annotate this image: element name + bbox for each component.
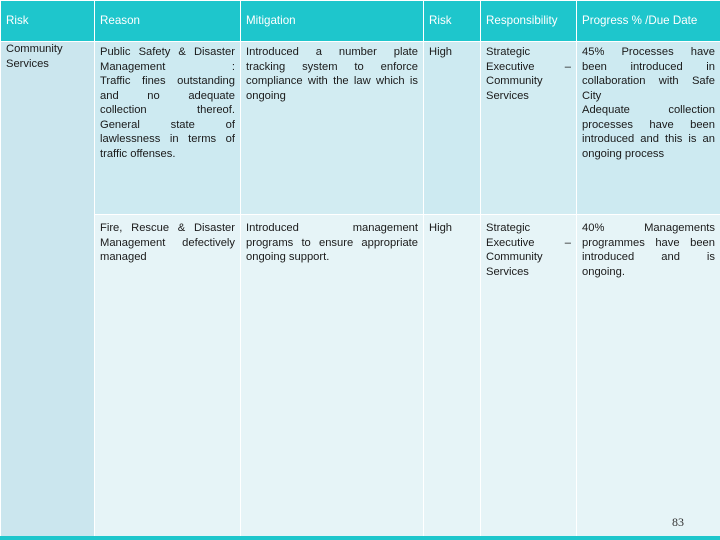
cell-line: lawlessness in terms of xyxy=(100,133,235,145)
risk-level-text: High xyxy=(429,222,453,234)
bottom-rule xyxy=(0,536,720,540)
page-number: 83 xyxy=(672,515,684,529)
header-responsibility: Responsibility xyxy=(481,1,577,42)
risk-level-cell xyxy=(424,215,481,540)
mitigation-cell xyxy=(241,42,424,215)
cell-line: Strategic xyxy=(486,222,531,234)
header-row xyxy=(1,1,720,42)
risk-category-text: Community Services xyxy=(6,43,63,70)
cell-line: Executive – xyxy=(486,60,571,73)
cell-line: Strategic xyxy=(486,46,531,58)
cell-line: 45% Processes have xyxy=(582,46,715,58)
cell-line: processes have been xyxy=(582,118,715,131)
risk-level-cell xyxy=(424,42,481,215)
responsibility-cell xyxy=(481,42,577,215)
header-mitigation: Mitigation xyxy=(241,1,424,42)
progress-cell xyxy=(577,42,720,215)
cell-line: Services xyxy=(486,89,529,102)
cell-line: been introduced in xyxy=(582,60,715,73)
cell-line: Executive – xyxy=(486,236,571,249)
cell-line: General state of xyxy=(100,118,235,131)
cell-line: collaboration with Safe xyxy=(582,75,715,87)
mitigation-cell xyxy=(241,215,424,540)
cell-line: ongoing xyxy=(246,89,286,102)
cell-line: Introduced management xyxy=(246,222,418,234)
responsibility-cell xyxy=(481,215,577,540)
cell-line: Management : xyxy=(100,60,235,73)
cell-line: compliance with the law which is xyxy=(246,75,418,87)
table-row xyxy=(1,215,720,540)
cell-line: collection thereof. xyxy=(100,104,235,116)
progress-cell xyxy=(577,215,720,540)
cell-line: programs to ensure appropriate xyxy=(246,236,418,249)
cell-line: managed xyxy=(100,251,147,263)
cell-line: traffic offenses. xyxy=(100,147,176,160)
cell-line: Community xyxy=(486,75,543,87)
header-progress: Progress % /Due Date xyxy=(577,1,720,42)
cell-line: Management defectively xyxy=(100,236,235,249)
risk-level-text: High xyxy=(429,46,453,58)
cell-line: Public Safety & Disaster xyxy=(100,46,235,58)
cell-line: introduced and is xyxy=(582,251,715,263)
cell-line: ongoing. xyxy=(582,265,625,278)
cell-line: Traffic fines outstanding xyxy=(100,75,235,87)
cell-line: ongoing support. xyxy=(246,251,330,263)
cell-line: introduced and this is an xyxy=(582,133,715,145)
risk-category-cell xyxy=(1,42,95,540)
cell-line: 40% Managements xyxy=(582,222,715,234)
reason-cell xyxy=(95,215,241,540)
cell-line: ongoing process xyxy=(582,147,665,160)
cell-line: Introduced a number plate xyxy=(246,46,418,58)
table-row xyxy=(1,42,720,215)
reason-cell xyxy=(95,42,241,215)
cell-line: Community xyxy=(486,251,543,263)
cell-line: Adequate collection xyxy=(582,104,715,116)
cell-line: Fire, Rescue & Disaster xyxy=(100,222,235,234)
cell-line: and no adequate xyxy=(100,89,235,102)
cell-line: City xyxy=(582,89,602,102)
cell-line: programmes have been xyxy=(582,236,715,249)
header-risk: Risk xyxy=(1,1,95,42)
cell-line: Services xyxy=(486,265,529,278)
cell-line: tracking system to enforce xyxy=(246,60,418,73)
header-risk-level: Risk xyxy=(424,1,481,42)
header-reason: Reason xyxy=(95,1,241,42)
